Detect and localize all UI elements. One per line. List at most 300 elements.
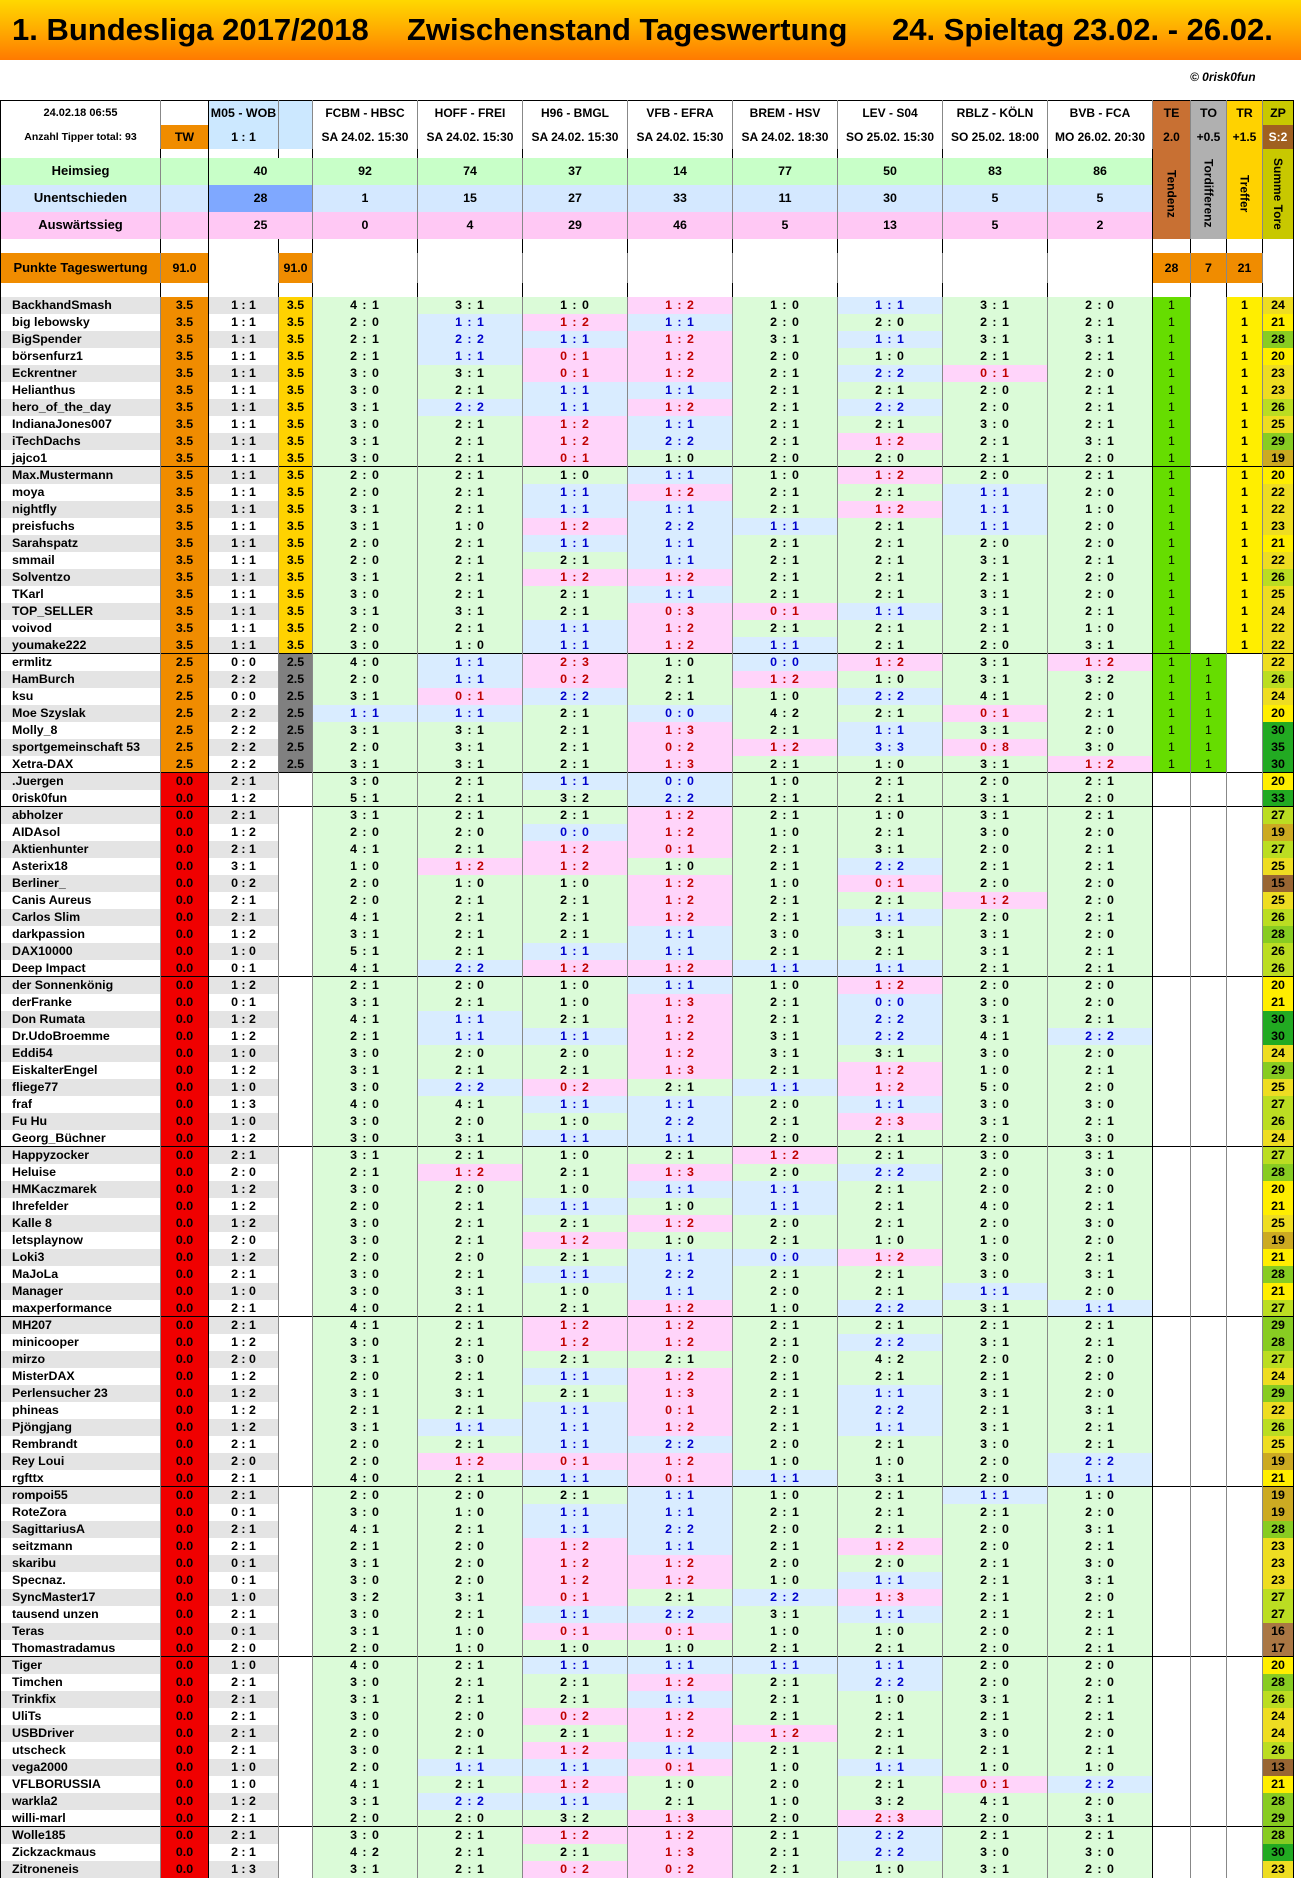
tip-cell: 1 : 1 xyxy=(523,535,628,552)
tip-cell: 1 : 1 xyxy=(628,1504,733,1521)
tip-cell: 1 : 0 xyxy=(733,467,838,484)
tip-cell: 1 : 2 xyxy=(523,1317,628,1334)
tip-first-match: 1 : 2 xyxy=(209,1130,279,1147)
spacer-cell xyxy=(1227,239,1263,253)
te-points xyxy=(1153,1623,1191,1640)
to-points xyxy=(1191,1368,1227,1385)
tip-cell: 0 : 1 xyxy=(523,1623,628,1640)
te-points xyxy=(1153,960,1191,977)
spacer-cell xyxy=(161,239,209,253)
tip-cell: 0 : 2 xyxy=(628,739,733,756)
tip-cell: 1 : 0 xyxy=(628,1232,733,1249)
to-points xyxy=(1191,518,1227,535)
to-points xyxy=(1191,467,1227,484)
tip-cell: 1 : 2 xyxy=(628,1827,733,1844)
match-points xyxy=(279,1266,313,1283)
tip-cell: 1 : 1 xyxy=(418,705,523,722)
tip-cell: 1 : 2 xyxy=(838,1079,943,1096)
zp-sum: 25 xyxy=(1263,1436,1294,1453)
tip-cell: 4 : 2 xyxy=(733,705,838,722)
to-points xyxy=(1191,1793,1227,1810)
tip-cell: 1 : 2 xyxy=(628,1725,733,1742)
tip-first-match: 2 : 1 xyxy=(209,807,279,824)
tr-points xyxy=(1227,1130,1263,1147)
tip-cell: 2 : 1 xyxy=(1048,909,1153,926)
tip-cell: 1 : 2 xyxy=(628,1555,733,1572)
match-points xyxy=(279,892,313,909)
tip-cell: 2 : 1 xyxy=(313,1538,418,1555)
tip-cell: 2 : 0 xyxy=(1048,484,1153,501)
tip-cell: 1 : 0 xyxy=(943,1232,1048,1249)
tip-cell: 2 : 1 xyxy=(943,1368,1048,1385)
tipper-name: maxperformance xyxy=(1,1300,161,1317)
tip-cell: 1 : 0 xyxy=(733,1623,838,1640)
header-pts-blank xyxy=(279,101,313,125)
to-points xyxy=(1191,637,1227,654)
tr-points xyxy=(1227,722,1263,739)
tipper-name: seitzmann xyxy=(1,1538,161,1555)
spacer-cell xyxy=(279,149,313,158)
tr-points: 1 xyxy=(1227,331,1263,348)
tr-points xyxy=(1227,1555,1263,1572)
tw-points: 3.5 xyxy=(161,535,209,552)
tip-cell: 2 : 1 xyxy=(418,1215,523,1232)
tip-cell: 2 : 1 xyxy=(418,926,523,943)
tip-cell: 2 : 0 xyxy=(418,1249,523,1266)
table-row xyxy=(1,518,1294,535)
tr-points: 1 xyxy=(1227,620,1263,637)
tip-first-match: 2 : 2 xyxy=(209,722,279,739)
stats-unent-7: 5 xyxy=(943,185,1048,212)
tr-points xyxy=(1227,1538,1263,1555)
header-match-7: RBLZ - KÖLN xyxy=(943,101,1048,125)
tip-cell: 2 : 0 xyxy=(418,1708,523,1725)
tip-cell: 2 : 1 xyxy=(733,909,838,926)
tip-cell: 1 : 1 xyxy=(943,1487,1048,1504)
tip-cell: 2 : 1 xyxy=(523,1249,628,1266)
tip-first-match: 2 : 1 xyxy=(209,1317,279,1334)
spacer-cell xyxy=(838,283,943,297)
tipper-name: Tiger xyxy=(1,1657,161,1674)
match-points xyxy=(279,1691,313,1708)
to-points xyxy=(1191,1674,1227,1691)
tr-points xyxy=(1227,1725,1263,1742)
tipper-name: HMKaczmarek xyxy=(1,1181,161,1198)
tipper-name: SagittariusA xyxy=(1,1521,161,1538)
tip-cell: 1 : 1 xyxy=(523,331,628,348)
tip-cell: 2 : 0 xyxy=(313,535,418,552)
tip-cell: 1 : 3 xyxy=(628,1844,733,1861)
tip-cell: 1 : 0 xyxy=(523,297,628,314)
tip-cell: 3 : 1 xyxy=(313,1691,418,1708)
tip-cell: 1 : 1 xyxy=(523,620,628,637)
table-row xyxy=(1,569,1294,586)
tip-cell: 2 : 1 xyxy=(838,586,943,603)
tip-cell: 3 : 1 xyxy=(943,1011,1048,1028)
tip-cell: 3 : 0 xyxy=(313,1742,418,1759)
tipper-name: big lebowsky xyxy=(1,314,161,331)
tip-cell: 2 : 2 xyxy=(628,1266,733,1283)
tw-points: 0.0 xyxy=(161,858,209,875)
tip-cell: 2 : 1 xyxy=(733,841,838,858)
tip-cell: 3 : 1 xyxy=(838,1470,943,1487)
tip-cell: 2 : 2 xyxy=(838,1028,943,1045)
tip-cell: 3 : 1 xyxy=(1048,1147,1153,1164)
table-row xyxy=(1,1232,1294,1249)
tip-cell: 1 : 1 xyxy=(523,1521,628,1538)
tr-points xyxy=(1227,1589,1263,1606)
tw-points: 3.5 xyxy=(161,314,209,331)
tip-cell: 1 : 2 xyxy=(1048,654,1153,671)
tipper-name: Fu Hu xyxy=(1,1113,161,1130)
tip-cell: 2 : 0 xyxy=(1048,586,1153,603)
tip-cell: 3 : 1 xyxy=(1048,433,1153,450)
tipper-name: Manager xyxy=(1,1283,161,1300)
tipper-name: Teras xyxy=(1,1623,161,1640)
tip-cell: 1 : 1 xyxy=(628,314,733,331)
tip-cell: 1 : 0 xyxy=(628,1640,733,1657)
tip-cell: 1 : 2 xyxy=(523,1232,628,1249)
table-row xyxy=(1,943,1294,960)
match-points xyxy=(279,1113,313,1130)
match-points xyxy=(279,1742,313,1759)
tip-cell: 2 : 3 xyxy=(838,1113,943,1130)
zp-sum: 26 xyxy=(1263,1419,1294,1436)
tip-cell: 1 : 2 xyxy=(628,1368,733,1385)
tip-cell: 2 : 1 xyxy=(838,1504,943,1521)
tip-cell: 2 : 1 xyxy=(733,1232,838,1249)
tr-points xyxy=(1227,1504,1263,1521)
tw-points: 3.5 xyxy=(161,501,209,518)
tip-cell: 2 : 1 xyxy=(418,1266,523,1283)
tip-cell: 1 : 1 xyxy=(628,1487,733,1504)
tr-points xyxy=(1227,1521,1263,1538)
tip-cell: 1 : 1 xyxy=(523,943,628,960)
table-row xyxy=(1,1674,1294,1691)
table-row xyxy=(1,705,1294,722)
to-points xyxy=(1191,790,1227,807)
tip-cell: 1 : 0 xyxy=(838,807,943,824)
header-match-first: M05 - WOB xyxy=(209,101,279,125)
zp-sum: 22 xyxy=(1263,501,1294,518)
to-points xyxy=(1191,1521,1227,1538)
match-points xyxy=(279,1062,313,1079)
te-points: 1 xyxy=(1153,314,1191,331)
tip-cell: 3 : 0 xyxy=(943,994,1048,1011)
tr-points: 1 xyxy=(1227,382,1263,399)
tip-cell: 2 : 2 xyxy=(418,1079,523,1096)
tipper-name: RoteZora xyxy=(1,1504,161,1521)
tipper-name: BackhandSmash xyxy=(1,297,161,314)
tipper-name: USBDriver xyxy=(1,1725,161,1742)
table-row xyxy=(1,1657,1294,1674)
tr-points: 1 xyxy=(1227,603,1263,620)
tip-cell: 2 : 1 xyxy=(313,1028,418,1045)
tip-cell: 2 : 1 xyxy=(523,603,628,620)
tip-first-match: 1 : 1 xyxy=(209,620,279,637)
tw-points: 0.0 xyxy=(161,1793,209,1810)
to-points xyxy=(1191,1147,1227,1164)
tip-first-match: 1 : 2 xyxy=(209,1419,279,1436)
tip-cell: 1 : 2 xyxy=(523,960,628,977)
te-points xyxy=(1153,1266,1191,1283)
te-points xyxy=(1153,1504,1191,1521)
tipper-name: skaribu xyxy=(1,1555,161,1572)
match-points xyxy=(279,1079,313,1096)
header-row-1 xyxy=(1,101,1294,125)
tip-cell: 3 : 1 xyxy=(943,671,1048,688)
tip-cell: 3 : 1 xyxy=(313,1062,418,1079)
tip-cell: 2 : 1 xyxy=(1048,416,1153,433)
zp-sum: 20 xyxy=(1263,1657,1294,1674)
table-row xyxy=(1,858,1294,875)
tip-cell: 2 : 1 xyxy=(523,1164,628,1181)
tip-cell: 1 : 2 xyxy=(838,654,943,671)
tr-points xyxy=(1227,1283,1263,1300)
zp-sum: 22 xyxy=(1263,484,1294,501)
tip-cell: 1 : 2 xyxy=(628,1453,733,1470)
tip-cell: 2 : 0 xyxy=(1048,365,1153,382)
tip-cell: 1 : 0 xyxy=(838,1623,943,1640)
tip-cell: 2 : 0 xyxy=(733,1164,838,1181)
match-points: 2.5 xyxy=(279,756,313,773)
tip-cell: 1 : 1 xyxy=(943,484,1048,501)
tip-first-match: 0 : 1 xyxy=(209,960,279,977)
tip-cell: 1 : 1 xyxy=(628,1130,733,1147)
tip-cell: 2 : 2 xyxy=(838,688,943,705)
tw-points: 0.0 xyxy=(161,807,209,824)
tr-points xyxy=(1227,1079,1263,1096)
zp-sum: 22 xyxy=(1263,552,1294,569)
match-points: 3.5 xyxy=(279,297,313,314)
header-te: TE xyxy=(1153,101,1191,125)
tip-cell: 2 : 0 xyxy=(1048,688,1153,705)
to-points xyxy=(1191,484,1227,501)
tip-cell: 2 : 2 xyxy=(838,1674,943,1691)
to-points xyxy=(1191,365,1227,382)
tip-cell: 2 : 1 xyxy=(733,1266,838,1283)
tip-first-match: 1 : 2 xyxy=(209,1181,279,1198)
tipper-name: Canis Aureus xyxy=(1,892,161,909)
header-tr: TR xyxy=(1227,101,1263,125)
tip-first-match: 1 : 3 xyxy=(209,1096,279,1113)
zp-sum: 20 xyxy=(1263,705,1294,722)
tipper-name: Deep Impact xyxy=(1,960,161,977)
to-points xyxy=(1191,1334,1227,1351)
tip-cell: 1 : 2 xyxy=(838,977,943,994)
tip-cell: 2 : 1 xyxy=(838,518,943,535)
tip-cell: 2 : 0 xyxy=(733,1351,838,1368)
tip-cell: 1 : 1 xyxy=(523,1504,628,1521)
tr-points xyxy=(1227,1606,1263,1623)
tip-cell: 1 : 0 xyxy=(523,1113,628,1130)
stats-ausw-0: 25 xyxy=(209,212,313,239)
match-points xyxy=(279,943,313,960)
tip-cell: 1 : 3 xyxy=(628,756,733,773)
tip-cell: 1 : 2 xyxy=(838,1062,943,1079)
spacer-cell xyxy=(943,149,1048,158)
tw-points: 0.0 xyxy=(161,1113,209,1130)
zp-sum: 26 xyxy=(1263,671,1294,688)
tw-points: 0.0 xyxy=(161,1283,209,1300)
tw-points: 0.0 xyxy=(161,1147,209,1164)
tip-cell: 1 : 0 xyxy=(838,1453,943,1470)
standings-table-wrap xyxy=(0,100,1301,1878)
match-points: 2.5 xyxy=(279,722,313,739)
match-points xyxy=(279,1810,313,1827)
zp-sum: 23 xyxy=(1263,1861,1294,1878)
tip-cell: 2 : 1 xyxy=(733,1402,838,1419)
tipper-name: voivod xyxy=(1,620,161,637)
tip-cell: 3 : 1 xyxy=(313,518,418,535)
match-points xyxy=(279,1589,313,1606)
tip-first-match: 2 : 2 xyxy=(209,671,279,688)
tip-first-match: 1 : 1 xyxy=(209,399,279,416)
zp-sum: 26 xyxy=(1263,909,1294,926)
match-points: 3.5 xyxy=(279,637,313,654)
to-points xyxy=(1191,858,1227,875)
tr-points xyxy=(1227,1691,1263,1708)
tip-cell: 2 : 1 xyxy=(733,416,838,433)
tip-cell: 5 : 1 xyxy=(313,943,418,960)
tip-cell: 1 : 2 xyxy=(523,518,628,535)
tip-cell: 2 : 1 xyxy=(838,1317,943,1334)
tip-cell: 3 : 0 xyxy=(313,1232,418,1249)
tip-cell: 2 : 0 xyxy=(838,314,943,331)
tip-cell: 2 : 1 xyxy=(628,1147,733,1164)
tip-cell: 1 : 1 xyxy=(733,1079,838,1096)
tip-cell: 2 : 1 xyxy=(838,1776,943,1793)
tw-points: 2.5 xyxy=(161,654,209,671)
te-points xyxy=(1153,1385,1191,1402)
te-points xyxy=(1153,1368,1191,1385)
table-row xyxy=(1,926,1294,943)
tr-points xyxy=(1227,1657,1263,1674)
tip-cell: 1 : 2 xyxy=(628,365,733,382)
tip-cell: 3 : 1 xyxy=(313,433,418,450)
tip-cell: 2 : 0 xyxy=(1048,926,1153,943)
tip-first-match: 1 : 1 xyxy=(209,535,279,552)
header-zp: ZP xyxy=(1263,101,1294,125)
tip-first-match: 1 : 1 xyxy=(209,501,279,518)
stats-row-ausw xyxy=(1,212,1294,239)
tip-first-match: 1 : 0 xyxy=(209,943,279,960)
tip-cell: 2 : 1 xyxy=(418,1436,523,1453)
tip-cell: 0 : 1 xyxy=(628,1623,733,1640)
match-points xyxy=(279,909,313,926)
tr-points xyxy=(1227,1759,1263,1776)
te-points xyxy=(1153,1453,1191,1470)
tip-cell: 2 : 1 xyxy=(838,705,943,722)
spacer-cell xyxy=(838,149,943,158)
tip-cell: 3 : 0 xyxy=(313,1504,418,1521)
tip-cell: 3 : 1 xyxy=(943,790,1048,807)
zp-sum: 24 xyxy=(1263,1368,1294,1385)
tip-cell: 1 : 0 xyxy=(523,994,628,1011)
tip-cell: 2 : 1 xyxy=(418,1691,523,1708)
stats-tw-blank xyxy=(161,212,209,239)
te-points xyxy=(1153,1113,1191,1130)
tip-cell: 2 : 0 xyxy=(1048,1232,1153,1249)
spacer-cell xyxy=(1048,239,1153,253)
match-time-3: SA 24.02. 15:30 xyxy=(523,125,628,149)
tw-points: 0.0 xyxy=(161,1198,209,1215)
spacer-cell xyxy=(733,149,838,158)
tw-points: 3.5 xyxy=(161,433,209,450)
tip-cell: 1 : 2 xyxy=(628,348,733,365)
to-points xyxy=(1191,1351,1227,1368)
tr-points: 1 xyxy=(1227,501,1263,518)
tip-cell: 2 : 0 xyxy=(1048,1504,1153,1521)
tw-points: 0.0 xyxy=(161,1062,209,1079)
tip-cell: 2 : 1 xyxy=(1048,1827,1153,1844)
tip-cell: 1 : 1 xyxy=(733,637,838,654)
tip-cell: 2 : 0 xyxy=(943,841,1048,858)
tw-points: 2.5 xyxy=(161,705,209,722)
tip-cell: 1 : 2 xyxy=(838,467,943,484)
tip-cell: 2 : 1 xyxy=(523,1725,628,1742)
tr-points xyxy=(1227,1334,1263,1351)
tipper-name: Eddi54 xyxy=(1,1045,161,1062)
tr-points xyxy=(1227,807,1263,824)
te-points xyxy=(1153,773,1191,790)
match-points xyxy=(279,1232,313,1249)
tip-cell: 2 : 1 xyxy=(418,1606,523,1623)
punkte-pts: 91.0 xyxy=(279,253,313,283)
tip-cell: 2 : 1 xyxy=(733,1113,838,1130)
match-points: 3.5 xyxy=(279,382,313,399)
tip-cell: 1 : 2 xyxy=(733,1147,838,1164)
tip-cell: 1 : 1 xyxy=(523,1028,628,1045)
te-val: 2.0 xyxy=(1153,125,1191,149)
tip-cell: 2 : 1 xyxy=(1048,1742,1153,1759)
tip-cell: 2 : 0 xyxy=(943,637,1048,654)
tipper-name: Heluise xyxy=(1,1164,161,1181)
te-points xyxy=(1153,1232,1191,1249)
tip-cell: 2 : 0 xyxy=(733,314,838,331)
table-row xyxy=(1,1164,1294,1181)
spacer-cell xyxy=(209,239,279,253)
tip-cell: 2 : 0 xyxy=(313,484,418,501)
match-time-6: SO 25.02. 15:30 xyxy=(838,125,943,149)
tip-cell: 2 : 1 xyxy=(418,1300,523,1317)
tip-first-match: 1 : 2 xyxy=(209,1793,279,1810)
match-points xyxy=(279,1300,313,1317)
tip-cell: 2 : 1 xyxy=(838,1215,943,1232)
tip-cell: 1 : 1 xyxy=(943,1283,1048,1300)
tip-cell: 2 : 1 xyxy=(733,1062,838,1079)
tr-points xyxy=(1227,671,1263,688)
to-points xyxy=(1191,841,1227,858)
tip-cell: 2 : 1 xyxy=(943,1317,1048,1334)
tip-cell: 3 : 1 xyxy=(313,399,418,416)
tip-cell: 4 : 1 xyxy=(313,1776,418,1793)
tip-cell: 2 : 1 xyxy=(838,382,943,399)
tw-points: 0.0 xyxy=(161,841,209,858)
tip-cell: 2 : 1 xyxy=(418,773,523,790)
table-row xyxy=(1,1538,1294,1555)
match-points: 3.5 xyxy=(279,501,313,518)
tip-cell: 1 : 2 xyxy=(733,739,838,756)
table-row xyxy=(1,1742,1294,1759)
tip-cell: 1 : 2 xyxy=(628,1300,733,1317)
tip-cell: 1 : 1 xyxy=(628,586,733,603)
tip-cell: 3 : 1 xyxy=(313,1419,418,1436)
tip-cell: 2 : 0 xyxy=(313,892,418,909)
tip-cell: 2 : 0 xyxy=(1048,518,1153,535)
tipper-name: fliege77 xyxy=(1,1079,161,1096)
header-tw-blank xyxy=(161,101,209,125)
